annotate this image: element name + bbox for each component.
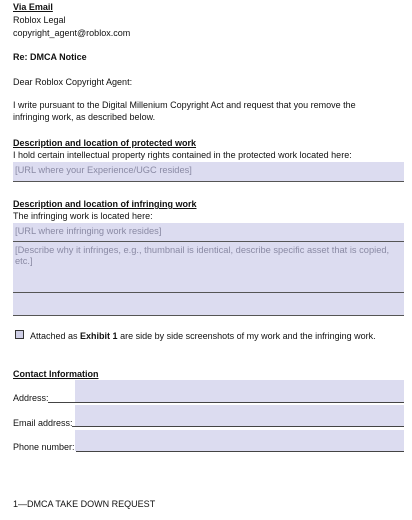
via-email-label: Via Email	[13, 2, 53, 12]
protected-work-heading: Description and location of protected work	[13, 138, 197, 148]
footer-title: 1—DMCA TAKE DOWN REQUEST	[13, 499, 156, 509]
phone-number-underline	[76, 451, 404, 452]
address-label: Address:	[13, 393, 49, 403]
recipient-email: copyright_agent@roblox.com	[13, 28, 131, 38]
protected-url-field[interactable]: [URL where your Experience/UGC resides]	[13, 162, 404, 182]
infringing-description-field[interactable]: [Describe why it infringes, e.g., thumbnail is identical, describe specific asset that is copied, etc.]	[13, 242, 404, 293]
infringing-work-text: The infringing work is located here:	[13, 211, 153, 221]
exhibit-text	[30, 331, 376, 341]
subject-line: Re: DMCA Notice	[13, 52, 87, 62]
protected-work-text: I hold certain intellectual property rights contained in the protected work located here:	[13, 150, 352, 160]
intro-line-1: I write pursuant to the Digital Millenium Copyright Act and request that you remove the	[13, 100, 356, 110]
email-address-label: Email address:	[13, 418, 73, 428]
intro-line-2: infringing work, as described below.	[13, 112, 156, 122]
phone-number-field[interactable]	[75, 430, 404, 451]
exhibit-text-before: Attached as	[30, 331, 81, 341]
phone-number-label: Phone number:	[13, 442, 75, 452]
recipient-name: Roblox Legal	[13, 15, 66, 25]
address-underline	[48, 402, 404, 403]
email-address-field[interactable]	[75, 405, 404, 426]
exhibit-text-after: are side by side screenshots of my work and the infringing work.	[117, 331, 376, 341]
greeting: Dear Roblox Copyright Agent:	[13, 77, 133, 87]
exhibit-checkbox[interactable]	[15, 330, 24, 339]
contact-heading: Contact Information	[13, 369, 99, 379]
address-field[interactable]	[75, 380, 404, 402]
infringing-description-field-extra[interactable]	[13, 293, 404, 316]
infringing-work-heading: Description and location of infringing work	[13, 199, 197, 209]
email-address-underline	[72, 426, 404, 427]
exhibit-text-bold: Exhibit 1	[80, 331, 118, 341]
infringing-url-field[interactable]: [URL where infringing work resides]	[13, 223, 404, 242]
